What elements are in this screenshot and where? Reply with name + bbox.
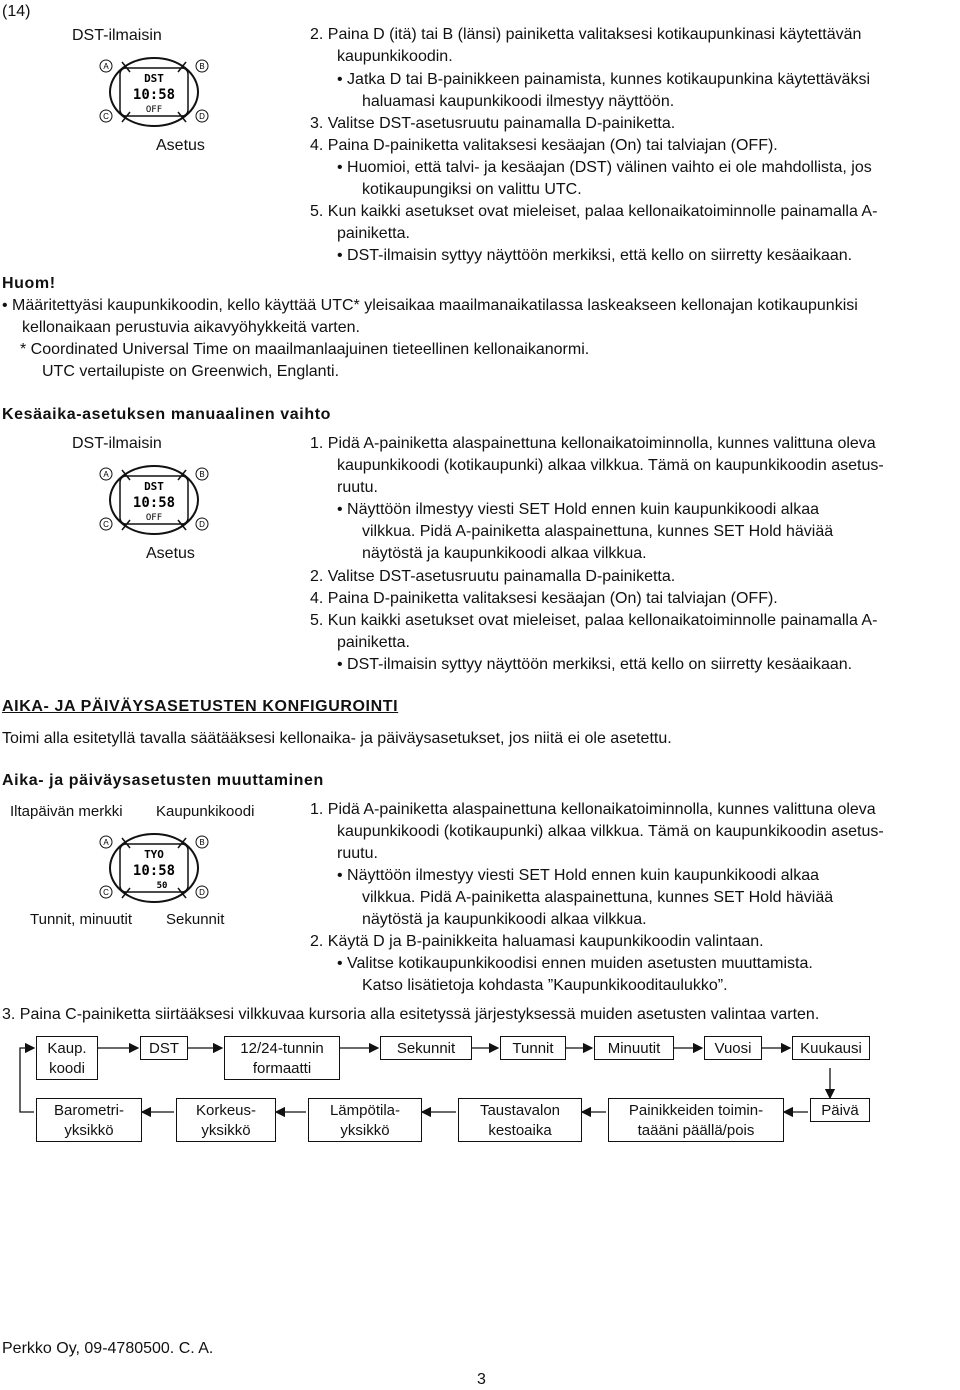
footer-contact: Perkko Oy, 09-4780500. C. A. (2, 1340, 214, 1357)
s2-line: vilkkua. Pidä A-painiketta alaspainettuna, kunnes SET Hold häviää (362, 523, 834, 540)
section3-intro: Toimi alla esitetyllä tavalla säätääksesi kellonaika- ja päiväysasetukset, jos niitä ei ole asetettu. (2, 730, 672, 747)
note-line: kellonaikaan perustuvia aikavyöhykkeitä varten. (22, 319, 360, 336)
s1-line: • Jatka D tai B-painikkeen painamista, kunnes kotikaupunkina käytettäväksi (337, 71, 870, 88)
s2-line: 5. Kun kaikki asetukset ovat mieleiset, palaa kellonaikatoiminnolle painamalla A- (310, 612, 878, 629)
s4-step3: 3. Paina C-painiketta siirtääksesi vilkkuvaa kursoria alla esitetyssä järjestyksessä muiden asetusten valintaa varten. (2, 1006, 820, 1023)
button-b-label: B (199, 838, 205, 847)
s4-line: näytöstä ja kaupunkikoodi alkaa vilkkua. (362, 911, 647, 928)
s2-line: 2. Valitse DST-asetusruutu painamalla D-painiketta. (310, 568, 676, 585)
s1-line: 3. Valitse DST-asetusruutu painamalla D-painiketta. (310, 115, 676, 132)
watch-top-text: DST (144, 480, 164, 493)
note-line: • Määritettyäsi kaupunkikoodin, kello käyttää UTC* yleisaikaa maailmanaikatilassa laskeakseen kellonajan kotikaupunkisi (2, 297, 858, 314)
flow-box-temperature-unit: Lämpötila- yksikkö (308, 1098, 422, 1142)
watch-bottom-text: OFF (145, 513, 163, 523)
fig1-bottom-label: Asetus (156, 137, 205, 154)
button-d-label: D (199, 520, 205, 529)
s2-line: • Näyttöön ilmestyy viesti SET Hold ennen kuin kaupunkikoodi alkaa (337, 501, 820, 518)
flow-box-minutes: Minuutit (594, 1036, 674, 1060)
flow-box-backlight-duration: Taustavalon kestoaika (458, 1098, 582, 1142)
label-city-code: Kaupunkikoodi (156, 803, 255, 820)
button-d-label: D (199, 888, 205, 897)
watch-top-text: DST (144, 72, 164, 85)
watch-time-text: 10:58 (132, 863, 176, 879)
watch-time-text: 10:58 (132, 87, 176, 103)
s1-line: 5. Kun kaikki asetukset ovat mieleiset, palaa kellonaikatoiminnolle painamalla A- (310, 203, 878, 220)
button-d-label: D (199, 112, 205, 121)
button-a-label: A (103, 838, 109, 847)
watch-bottom-text: OFF (145, 105, 163, 115)
s2-line: ruutu. (337, 479, 378, 496)
button-b-label: B (199, 470, 205, 479)
s4-line: kaupunkikoodi (kotikaupunki) alkaa vilkkua. Tämä on kaupunkikoodin asetus- (337, 823, 884, 840)
flow-box-12-24: 12/24-tunnin formaatti (224, 1036, 340, 1080)
watch-bottom-text: 50 (156, 881, 168, 891)
s2-line: näytöstä ja kaupunkikoodi alkaa vilkkua. (362, 545, 647, 562)
s1-line: • DST-ilmaisin syttyy näyttöön merkiksi, että kello on siirretty kesäaikaan. (337, 247, 853, 264)
s4-line: 2. Käytä D ja B-painikkeita haluamasi kaupunkikoodin valintaan. (310, 933, 764, 950)
button-c-label: C (103, 888, 109, 897)
flow-box-hours: Tunnit (500, 1036, 566, 1060)
s4-line: 1. Pidä A-painiketta alaspainettuna kellonaikatoiminnolla, kunnes valittuna oleva (310, 801, 876, 818)
flow-box-barometer-unit: Barometri- yksikkö (36, 1098, 142, 1142)
flow-box-button-tone: Painikkeiden toimin- taääni päällä/pois (608, 1098, 784, 1142)
fig1-top-label: DST-ilmaisin (72, 27, 162, 44)
note-line: * Coordinated Universal Time on maailmanlaajuinen tieteellinen kellonaikanormi. (20, 341, 590, 358)
button-c-label: C (103, 520, 109, 529)
page-label: (14) (2, 3, 31, 20)
page-number: 3 (477, 1371, 486, 1388)
s2-line: kaupunkikoodi (kotikaupunki) alkaa vilkkua. Tämä on kaupunkikoodin asetus- (337, 457, 884, 474)
s1-line: 4. Paina D-painiketta valitaksesi kesäajan (On) tai talviajan (OFF). (310, 137, 778, 154)
label-hours-minutes: Tunnit, minuutit (30, 911, 132, 928)
s2-line: painiketta. (337, 634, 410, 651)
s1-line: painiketta. (337, 225, 410, 242)
button-a-label: A (103, 470, 109, 479)
s1-line: haluamasi kaupunkikoodi ilmestyy näyttöön. (362, 93, 675, 110)
s1-line: kotikaupungiksi on valittu UTC. (362, 181, 582, 198)
section-heading-time-date: Aika- ja päiväysasetusten muuttaminen (2, 772, 324, 789)
s4-line: • Valitse kotikaupunkikoodisi ennen muiden asetusten muuttamista. (337, 955, 813, 972)
s4-line: • Näyttöön ilmestyy viesti SET Hold ennen kuin kaupunkikoodi alkaa (337, 867, 820, 884)
note-title: Huom! (2, 275, 56, 292)
flow-box-altitude-unit: Korkeus- yksikkö (176, 1098, 276, 1142)
section-heading-dst: Kesäaika-asetuksen manuaalinen vaihto (2, 406, 331, 423)
s2-line: 1. Pidä A-painiketta alaspainettuna kellonaikatoiminnolla, kunnes valittuna oleva (310, 435, 876, 452)
fig2-top-label: DST-ilmaisin (72, 435, 162, 452)
section-heading-configuration: AIKA- JA PÄIVÄYSASETUSTEN KONFIGUROINTI (2, 698, 399, 715)
s1-line: 2. Paina D (itä) tai B (länsi) painiketta valitaksesi kotikaupunkinasi käytettävän (310, 26, 862, 43)
s2-line: • DST-ilmaisin syttyy näyttöön merkiksi, että kello on siirretty kesäaikaan. (337, 656, 853, 673)
s2-line: 4. Paina D-painiketta valitaksesi kesäajan (On) tai talviajan (OFF). (310, 590, 778, 607)
fig2-bottom-label: Asetus (146, 545, 195, 562)
s1-line: • Huomioi, että talvi- ja kesäajan (DST) välinen vaihto ei ole mahdollista, jos (337, 159, 872, 176)
flow-box-seconds: Sekunnit (380, 1036, 472, 1060)
flow-box-city-code: Kaup. koodi (36, 1036, 98, 1080)
flow-box-day: Päivä (810, 1098, 870, 1122)
flow-box-month: Kuukausi (792, 1036, 870, 1060)
label-pm-indicator: Iltapäivän merkki (10, 803, 123, 820)
s1-line: kaupunkikoodin. (337, 48, 453, 65)
note-line: UTC vertailupiste on Greenwich, Englanti. (42, 363, 340, 380)
button-b-label: B (199, 62, 205, 71)
s4-line: vilkkua. Pidä A-painiketta alaspainettuna, kunnes SET Hold häviää (362, 889, 834, 906)
watch-time-text: 10:58 (132, 495, 176, 511)
button-a-label: A (103, 62, 109, 71)
watch-top-text: TYO (144, 848, 164, 861)
label-seconds: Sekunnit (166, 911, 225, 928)
flow-box-year: Vuosi (704, 1036, 762, 1060)
s4-line: ruutu. (337, 845, 378, 862)
s4-line: Katso lisätietoja kohdasta ”Kaupunkikooditaulukko”. (362, 977, 728, 994)
button-c-label: C (103, 112, 109, 121)
flow-box-dst: DST (140, 1036, 188, 1060)
